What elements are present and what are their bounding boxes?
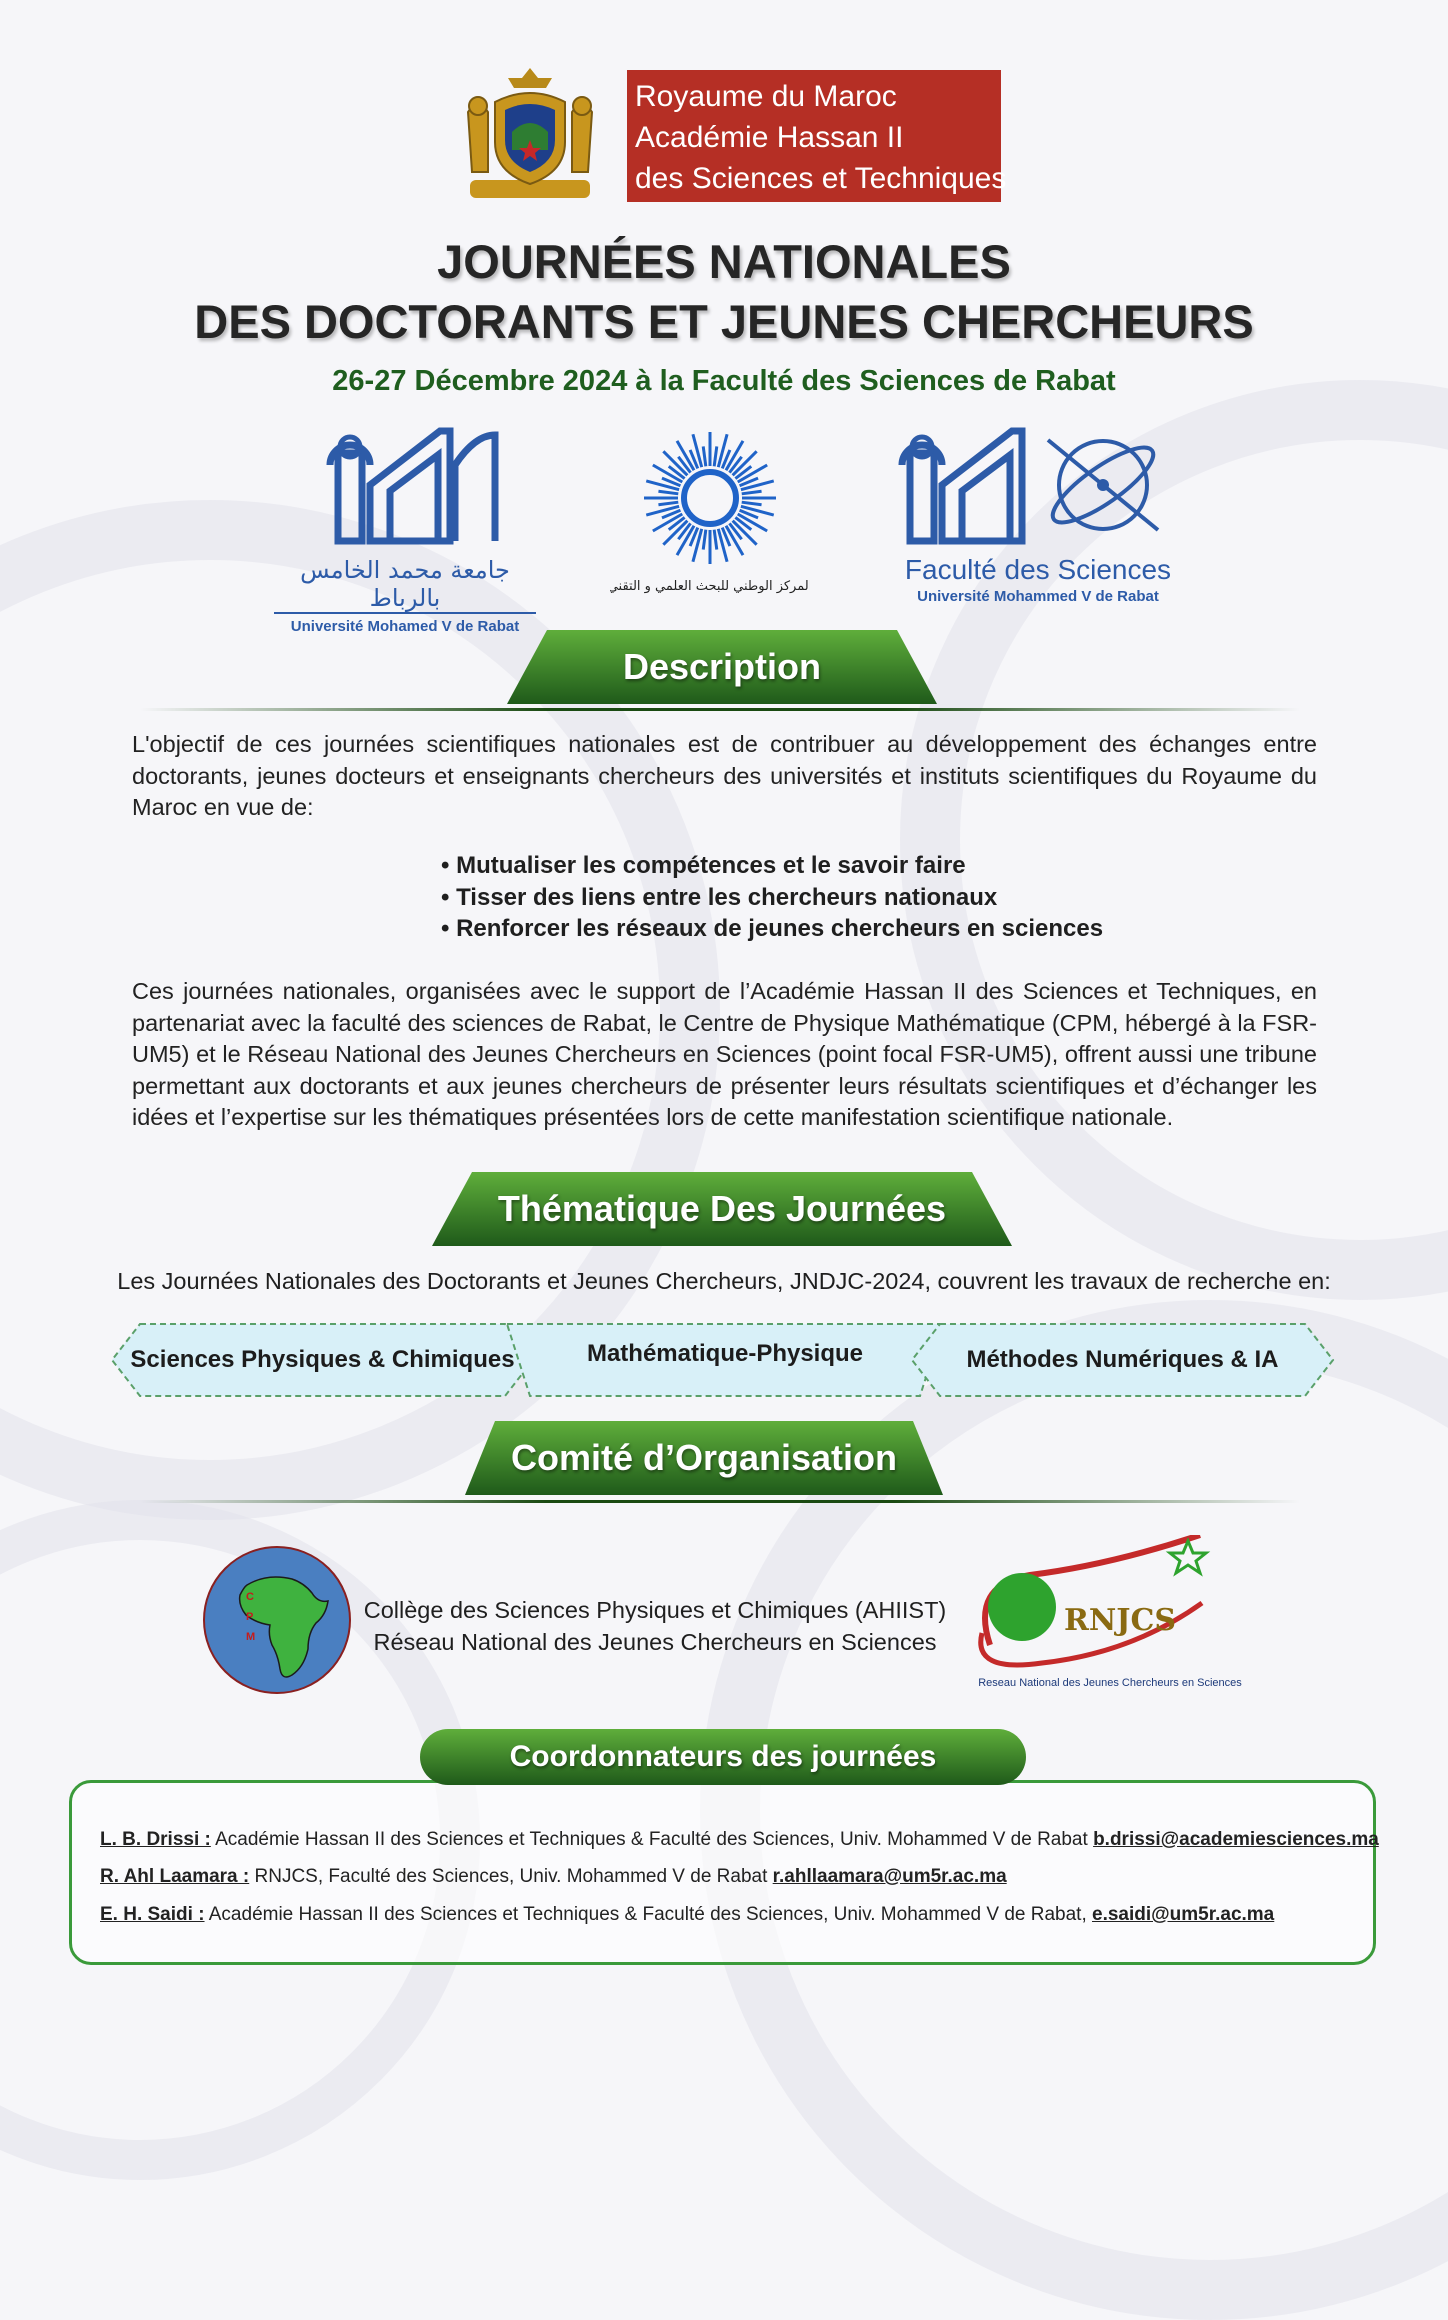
moroccan-coat-of-arms-logo bbox=[460, 62, 600, 207]
coordinator-email[interactable]: r.ahllaamara@um5r.ac.ma bbox=[772, 1866, 1007, 1887]
sunburst-ray bbox=[658, 502, 678, 505]
comite-banner bbox=[465, 1421, 943, 1495]
thematique-intro: Les Journées Nationales des Doctorants et Jeunes Chercheurs, JNDJC-2024, couvrent les travaux de recherche en: bbox=[117, 1268, 1331, 1294]
institution-line: Académie Hassan II bbox=[635, 121, 904, 154]
cnrst-arabic-name: المركز الوطني للبحث العلمي و التقني bbox=[610, 579, 810, 594]
committee-line: Collège des Sciences Physiques et Chimiques (AHIIST) bbox=[363, 1597, 947, 1623]
section-heading: Coordonnateurs des journées bbox=[509, 1740, 937, 1773]
rnjcs-logo bbox=[960, 1535, 1260, 1700]
section-divider bbox=[140, 1500, 1300, 1503]
coordinator-row bbox=[100, 1866, 1007, 1888]
sunburst-ray bbox=[714, 446, 717, 466]
institution-box bbox=[627, 70, 1007, 202]
section-heading: Comité d’Organisation bbox=[510, 1437, 898, 1478]
event-date-place: 26-27 Décembre 2024 à la Faculté des Sciences de Rabat bbox=[332, 365, 1116, 397]
rnjcs-caption: Reseau National des Jeunes Chercheurs en Sciences bbox=[978, 1677, 1242, 1689]
coordinateurs-banner bbox=[418, 1727, 1028, 1787]
cnrst-logo bbox=[610, 430, 810, 610]
coordinator-name: L. B. Drissi : bbox=[100, 1829, 211, 1850]
fsr-arch-atom-icon bbox=[898, 425, 1178, 545]
sunburst-ray bbox=[742, 491, 762, 494]
topic-label: Sciences Physiques & Chimiques bbox=[130, 1346, 515, 1373]
coordinator-email[interactable]: b.drissi@academiesciences.ma bbox=[1093, 1829, 1379, 1850]
thematique-banner bbox=[432, 1172, 1012, 1246]
sunburst-ray bbox=[742, 502, 762, 505]
title-line: JOURNÉES NATIONALES bbox=[437, 235, 1011, 288]
coordinator-affiliation: Académie Hassan II des Sciences et Techniques & Faculté des Sciences, Univ. Mohammed V de Rabat, bbox=[204, 1904, 1093, 1925]
topic-tile bbox=[505, 1322, 945, 1398]
coordinator-row bbox=[100, 1904, 1274, 1926]
topic-label: Mathématique-Physique bbox=[586, 1340, 864, 1367]
fsr-title: Faculté des Sciences bbox=[904, 554, 1172, 585]
fsr-logo bbox=[898, 425, 1178, 605]
institution-line: des Sciences et Techniques bbox=[635, 162, 1007, 195]
coordinator-name: R. Ahl Laamara : bbox=[100, 1866, 250, 1887]
coordinator-affiliation: Académie Hassan II des Sciences et Techniques & Faculté des Sciences, Univ. Mohammed V de Rabat bbox=[210, 1829, 1094, 1850]
section-heading: Thématique Des Journées bbox=[497, 1188, 947, 1229]
coordinator-email[interactable]: e.saidi@um5r.ac.ma bbox=[1092, 1904, 1275, 1925]
sunburst-ray bbox=[703, 446, 706, 466]
committee-line: Réseau National des Jeunes Chercheurs en Sciences bbox=[373, 1629, 937, 1655]
coordinator-affiliation: RNJCS, Faculté des Sciences, Univ. Mohammed V de Rabat bbox=[249, 1866, 773, 1887]
section-divider bbox=[140, 708, 1300, 711]
um5-caption: Université Mohamed V de Rabat bbox=[290, 618, 520, 635]
topic-tile bbox=[110, 1322, 535, 1398]
coordinator-name: E. H. Saidi : bbox=[100, 1904, 205, 1925]
sunburst-ray bbox=[658, 491, 678, 494]
description-body: Ces journées nationales, organisées avec le support de l’Académie Hassan II des Sciences et Techniques, en partenariat avec la faculté des sciences de Rabat, le Centre de Physique Mathématique (CPM, hébergé à la FSR-UM5) et le Réseau National des Jeunes Chercheurs en Sciences (point focal FSR-UM5), offrent aussi une tribune permettant aux doctorants et aux jeunes chercheurs de présenter leurs résultats scientifiques et d’échanger les idées et l’expertise sur les thématiques présentées lors de cette manifestation scientifique nationale. bbox=[132, 978, 1317, 1130]
list-item: • Mutualiser les compétences et le savoir faire bbox=[441, 852, 966, 879]
topic-label: Méthodes Numériques & IA bbox=[966, 1346, 1279, 1373]
committee-text bbox=[355, 1594, 955, 1658]
um5-logo bbox=[270, 425, 540, 635]
cpm-letter: C bbox=[246, 1591, 254, 1603]
list-item: • Renforcer les réseaux de jeunes chercheurs en sciences bbox=[441, 915, 1104, 942]
objectives-list bbox=[441, 850, 1103, 945]
um5-arabic-name: جامعة محمد الخامس بالرباط bbox=[274, 556, 536, 614]
description-banner bbox=[507, 630, 937, 704]
description-intro: L'objectif de ces journées scientifiques nationales est de contribuer au développement des échanges entre doctorants, jeunes docteurs et enseignants chercheurs des universités et instituts scientifiques du Royaume du Maroc en vue de: bbox=[132, 731, 1317, 820]
cpm-letter: M bbox=[246, 1631, 256, 1643]
list-item: • Tisser des liens entre les chercheurs nationaux bbox=[441, 883, 998, 911]
title-line: DES DOCTORANTS ET JEUNES CHERCHEURS bbox=[194, 295, 1254, 348]
cpm-africa-logo bbox=[202, 1545, 352, 1695]
cpm-letter: P bbox=[246, 1611, 254, 1623]
page-title bbox=[0, 232, 1448, 352]
coordinator-row bbox=[100, 1829, 1379, 1851]
institution-line: Royaume du Maroc bbox=[635, 80, 897, 113]
sunburst-ray bbox=[703, 530, 706, 550]
sunburst-ray bbox=[714, 530, 717, 550]
fsr-caption: Université Mohammed V de Rabat bbox=[917, 588, 1159, 605]
rnjcs-logo-text: RNJCS bbox=[1063, 1603, 1177, 1638]
section-heading: Description bbox=[622, 646, 822, 687]
um5-arch-icon bbox=[270, 425, 540, 545]
topic-tile bbox=[910, 1322, 1335, 1398]
